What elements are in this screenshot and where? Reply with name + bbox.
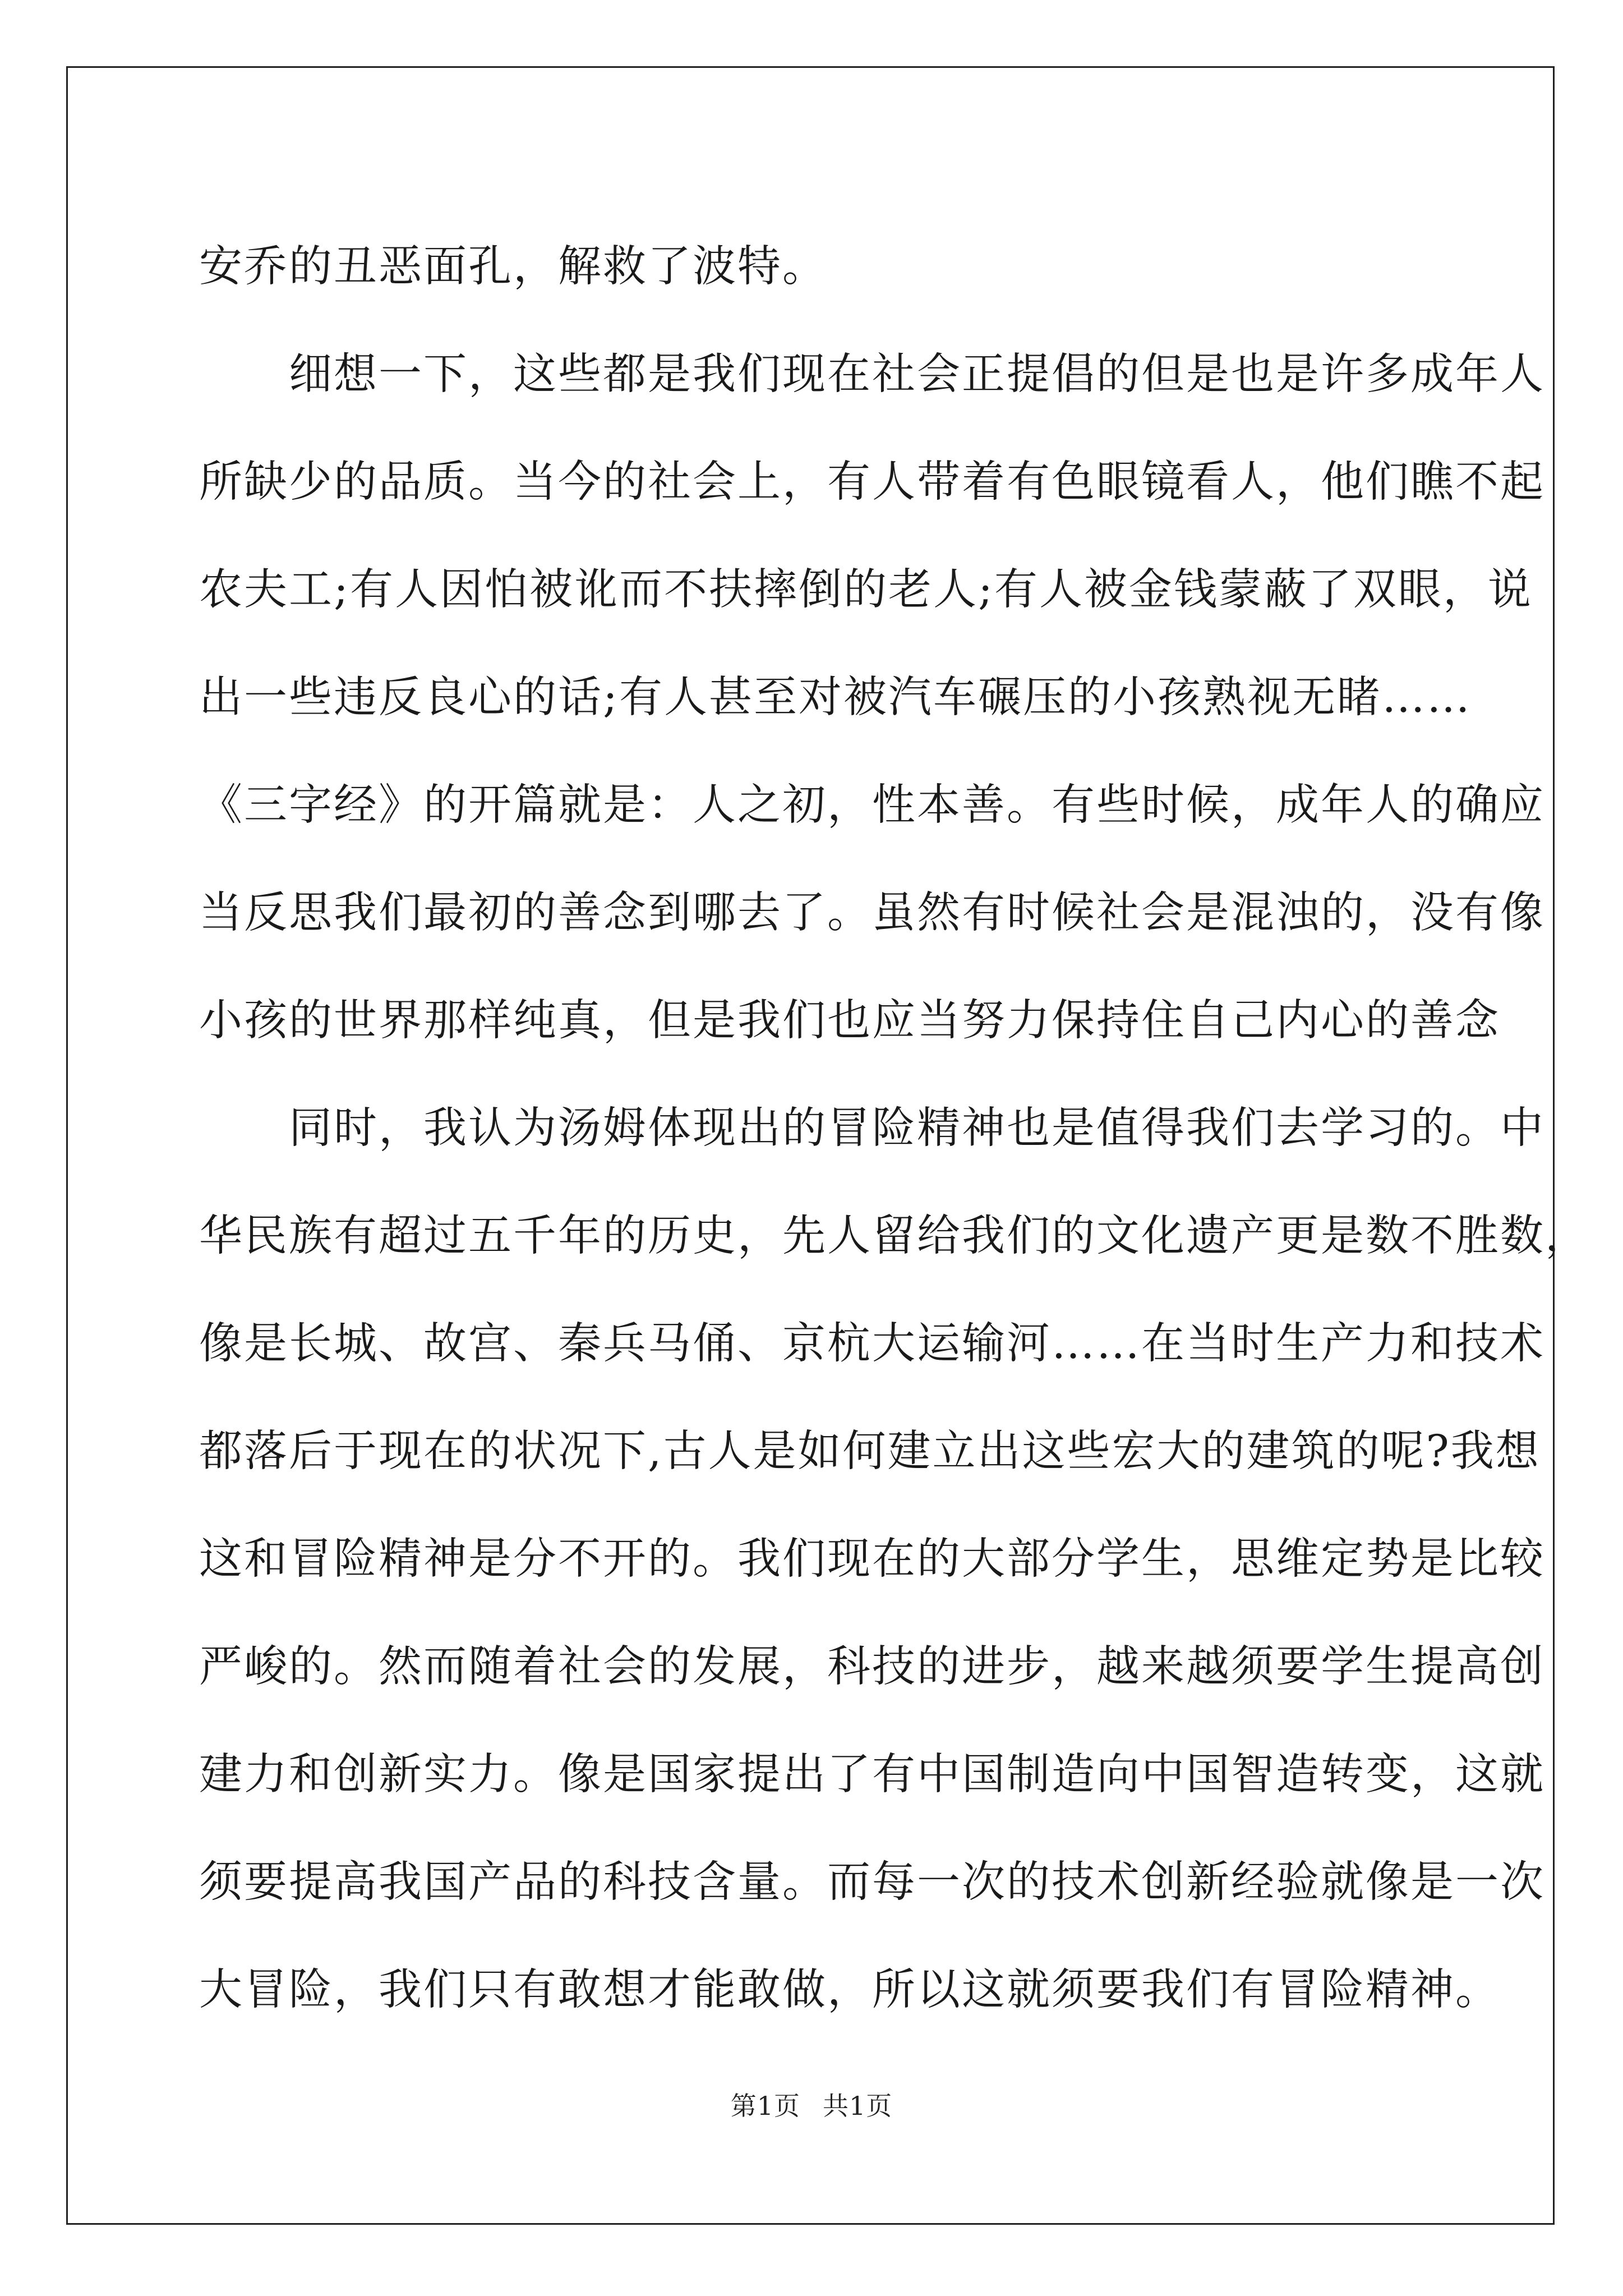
text-line: 细想一下，这些都是我们现在社会正提倡的但是也是许多成年人 xyxy=(199,349,1545,399)
text-line: 都落后于现在的状况下,古人是如何建立出这些宏大的建筑的呢?我想 xyxy=(199,1427,1541,1476)
text-line: 所缺少的品质。当今的社会上，有人带着有色眼镜看人，他们瞧不起 xyxy=(199,457,1545,507)
text-line: 须要提高我国产品的科技含量。而每一次的技术创新经验就像是一次 xyxy=(199,1857,1545,1907)
text-line: 农夫工;有人因怕被讹而不扶摔倒的老人;有人被金钱蒙蔽了双眼，说 xyxy=(199,565,1533,615)
text-line: 安乔的丑恶面孔，解救了波特。 xyxy=(199,242,827,292)
document-body xyxy=(199,213,1590,2044)
text-line: 建力和创新实力。像是国家提出了有中国制造向中国智造转变，这就 xyxy=(199,1750,1545,1800)
text-line: 同时，我认为汤姆体现出的冒险精神也是值得我们去学习的。中 xyxy=(199,1103,1545,1153)
text-line: 当反思我们最初的善念到哪去了。虽然有时候社会是混浊的，没有像 xyxy=(199,888,1545,938)
text-line: 像是长城、故宫、秦兵马俑、京杭大运输河……在当时生产力和技术 xyxy=(199,1319,1545,1369)
page-footer xyxy=(0,2086,1623,2123)
text-line: 小孩的世界那样纯真，但是我们也应当努力保持住自己内心的善念 xyxy=(199,996,1500,1046)
text-line: 这和冒险精神是分不开的。我们现在的大部分学生，思维定势是比较 xyxy=(199,1534,1545,1584)
text-line: 华民族有超过五千年的历史，先人留给我们的文化遗产更是数不胜数， xyxy=(199,1211,1590,1261)
text-line: 严峻的。然而随着社会的发展，科技的进步，越来越须要学生提高创 xyxy=(199,1642,1545,1692)
text-line: 大冒险，我们只有敢想才能敢做，所以这就须要我们有冒险精神。 xyxy=(199,1965,1500,2015)
page-number: 第1页 xyxy=(730,2091,800,2121)
text-line: 出一些违反良心的话;有人甚至对被汽车碾压的小孩熟视无睹…… xyxy=(199,673,1472,723)
page-total: 共1页 xyxy=(823,2091,893,2121)
text-line: 《三字经》的开篇就是：人之初，性本善。有些时候，成年人的确应 xyxy=(199,780,1545,830)
